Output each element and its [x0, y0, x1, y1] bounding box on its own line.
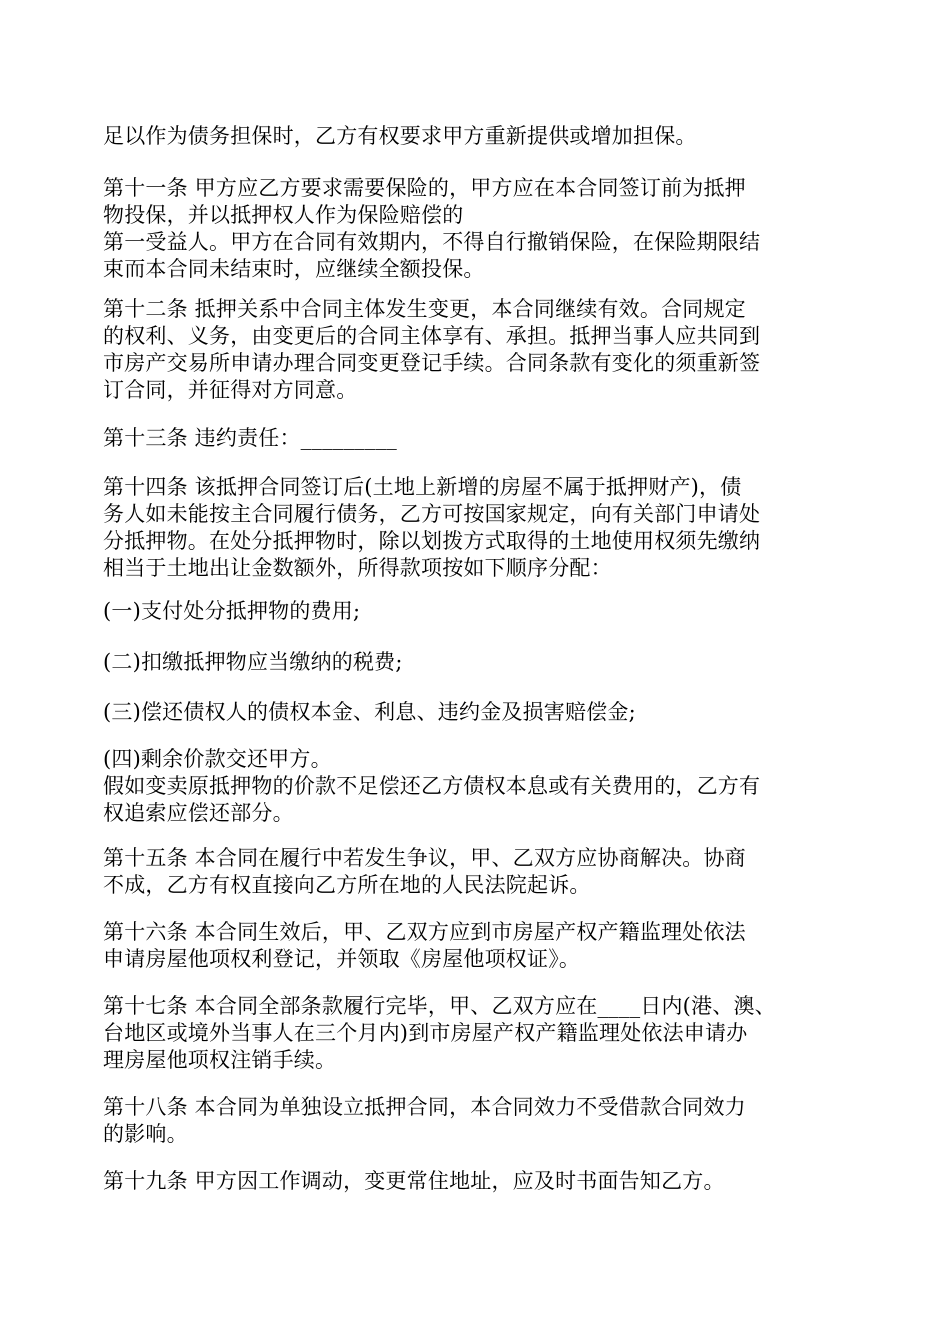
text-line: 务人如未能按主合同履行债务，乙方可按国家规定，向有关部门申请处	[103, 502, 761, 526]
text-line: 理房屋他项权注销手续。	[103, 1048, 337, 1072]
text-line: 第一受益人。甲方在合同有效期内，不得自行撤销保险，在保险期限结	[103, 230, 761, 254]
article-14	[103, 474, 863, 582]
text-line: 假如变卖原抵押物的价款不足偿还乙方债权本息或有关费用的，乙方有	[103, 774, 761, 798]
article-14-item-4	[103, 746, 863, 827]
article-14-item-3	[103, 699, 863, 726]
text-line: 第十二条 抵押关系中合同主体发生变更，本合同继续有效。合同规定	[103, 297, 746, 321]
text-line: 权追索应偿还部分。	[103, 801, 294, 825]
text-line: 的影响。	[103, 1122, 188, 1146]
article-16	[103, 919, 863, 973]
text-line: 第十七条 本合同全部条款履行完毕，甲、乙双方应在____日内(港、澳、	[103, 994, 776, 1018]
text-line: 第十五条 本合同在履行中若发生争议，甲、乙双方应协商解决。协商	[103, 846, 746, 870]
article-13	[103, 425, 863, 452]
text-line: (四)剩余价款交还甲方。	[103, 747, 332, 771]
article-19	[103, 1168, 863, 1195]
text-line: 申请房屋他项权利登记，并领取《房屋他项权证》。	[103, 947, 581, 971]
text-line: 第十三条 违约责任：_________	[103, 426, 397, 450]
article-17	[103, 993, 863, 1074]
text-line: 分抵押物。在处分抵押物时，除以划拨方式取得的土地使用权须先缴纳	[103, 529, 761, 553]
text-line: 第十九条 甲方因工作调动，变更常住地址，应及时书面告知乙方。	[103, 1169, 725, 1193]
article-14-item-1	[103, 598, 863, 625]
text-line: 不成，乙方有权直接向乙方所在地的人民法院起诉。	[103, 873, 591, 897]
text-line: 市房产交易所申请办理合同变更登记手续。合同条款有变化的须重新签	[103, 351, 761, 375]
text-line: 第十一条 甲方应乙方要求需要保险的，甲方应在本合同签订前为抵押	[103, 176, 746, 200]
text-line: 相当于土地出让金数额外，所得款项按如下顺序分配：	[103, 556, 612, 580]
text-line: 的权利、义务，由变更后的合同主体享有、承担。抵押当事人应共同到	[103, 324, 761, 348]
text-line: 台地区或境外当事人在三个月内)到市房屋产权产籍监理处依法申请办	[103, 1021, 748, 1045]
article-12	[103, 296, 863, 404]
text-line: (一)支付处分抵押物的费用;	[103, 599, 361, 623]
text-line: 订合同，并征得对方同意。	[103, 378, 358, 402]
text-line: 第十六条 本合同生效后，甲、乙双方应到市房屋产权产籍监理处依法	[103, 920, 746, 944]
article-15	[103, 845, 863, 899]
text-line: 束而本合同未结束时，应继续全额投保。	[103, 257, 485, 281]
text-line: 第十八条 本合同为单独设立抵押合同，本合同效力不受借款合同效力	[103, 1095, 746, 1119]
paragraph-continuation	[103, 123, 863, 150]
article-11	[103, 175, 863, 283]
text-line: 物投保，并以抵押权人作为保险赔偿的	[103, 203, 464, 227]
text-line: 第十四条 该抵押合同签订后(土地上新增的房屋不属于抵押财产)，债	[103, 475, 742, 499]
text-line: (二)扣缴抵押物应当缴纳的税费;	[103, 650, 403, 674]
text-line: (三)偿还债权人的债权本金、利息、违约金及损害赔偿金;	[103, 700, 636, 724]
article-14-item-2	[103, 649, 863, 676]
text-line: 足以作为债务担保时，乙方有权要求甲方重新提供或增加担保。	[103, 124, 697, 148]
article-18	[103, 1094, 863, 1148]
